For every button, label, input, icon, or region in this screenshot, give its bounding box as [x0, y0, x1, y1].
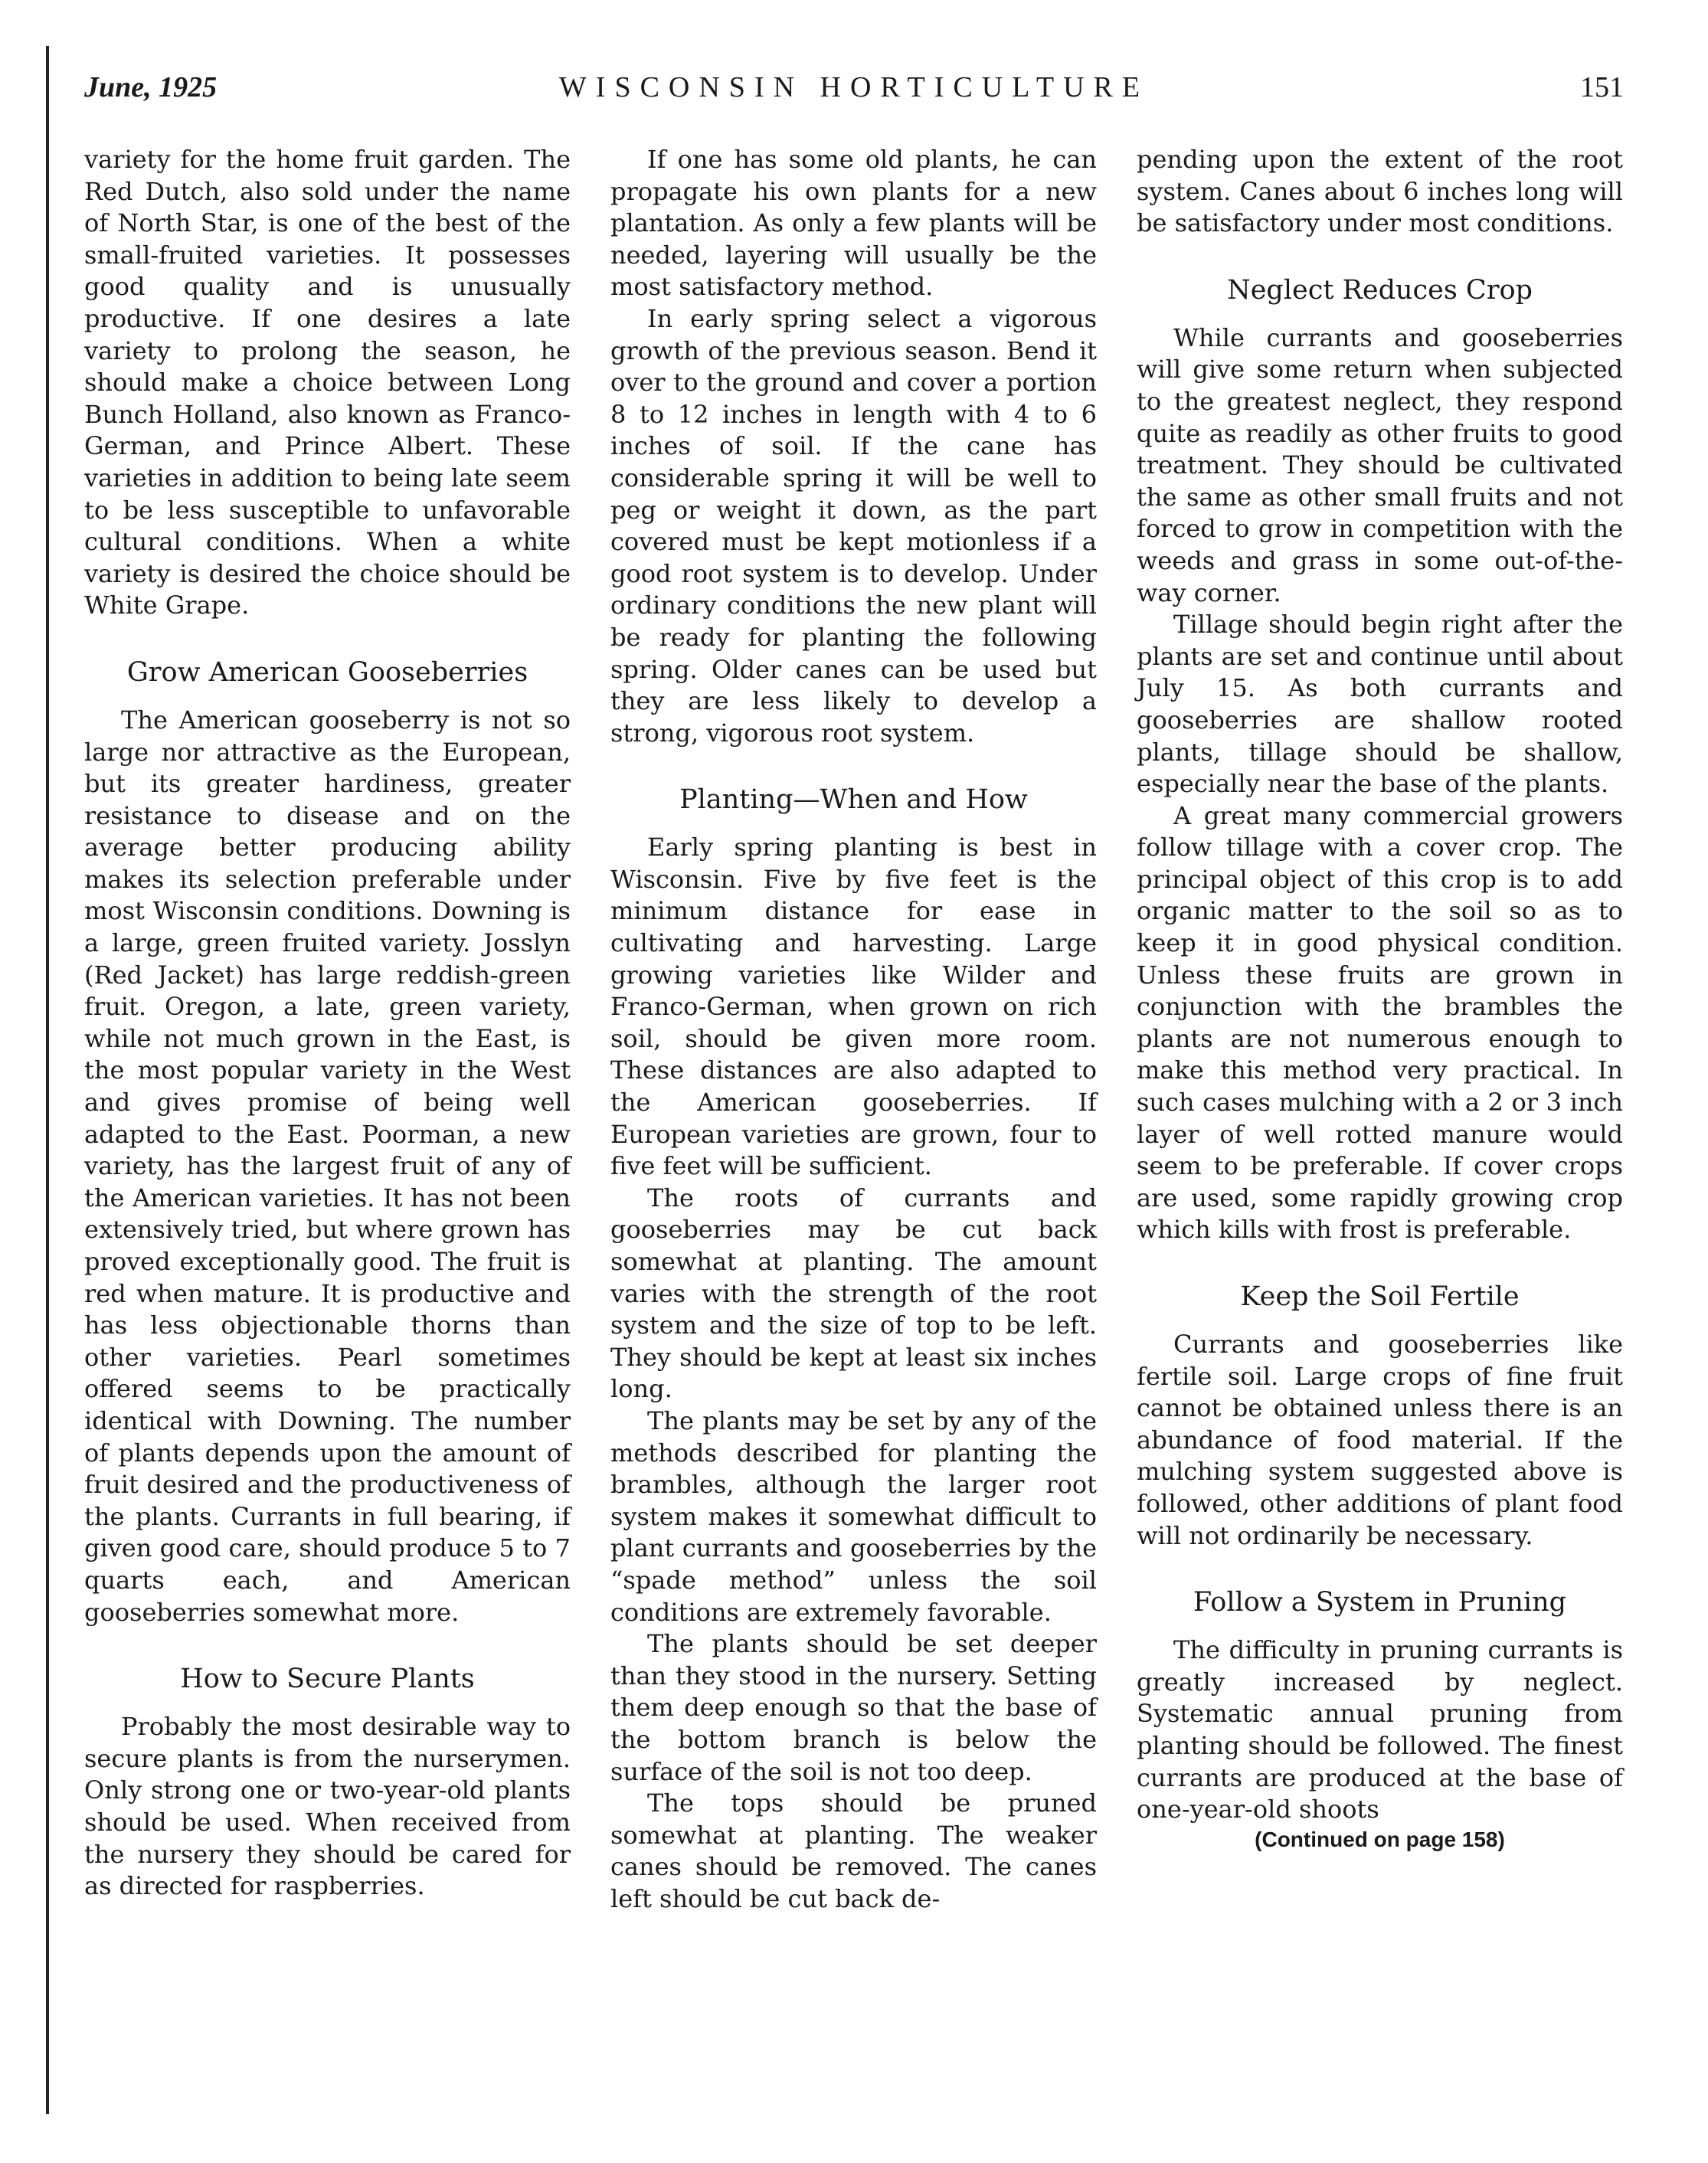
- section-heading: Planting—When and How: [679, 784, 1028, 816]
- margin-rule: [46, 46, 49, 2114]
- paragraph: While currants and gooseberries will give some return when subjected to the greatest neglect, they respond quite as readily as other fruits to good treatment. They should be cultivated the same as other small fruits and not forced to grow in competition with the weeds and grass in some out-of-the-way corner.: [1137, 322, 1623, 607]
- paragraph: If one has some old plants, he can propagate his own plants for a new plantation. As only a few plants will be needed, layering will usually be the most satisfactory method.: [610, 145, 1097, 302]
- paragraph: Currants and gooseberries like fertile soil. Large crops of fine fruit cannot be obtained unless there is an abundance of food material. If the mulching system suggested above is followed, other additions of plant food will not ordinarily be necessary.: [1137, 1330, 1623, 1550]
- running-header: [84, 70, 1624, 116]
- section-heading: Neglect Reduces Crop: [1227, 274, 1533, 306]
- section-heading: Grow American Gooseberries: [126, 656, 528, 688]
- paragraph: The plants may be set by any of the methods described for planting the brambles, although the larger root system makes it somewhat difficult to plant currants and gooseberries by the “spade method” unless the soil conditions are extremely favorable.: [610, 1405, 1097, 1627]
- page-number: 151: [1580, 71, 1624, 103]
- paragraph: The plants should be set deeper than they stood in the nursery. Setting them deep enough so that the base of the bottom branch is below the surface of the soil is not too deep.: [610, 1629, 1097, 1786]
- column-2: [610, 144, 1097, 2105]
- continuation-note: (Continued on page 158): [1255, 1827, 1505, 1851]
- paragraph: In early spring select a vigorous growth of the previous season. Bend it over to the ground and cover a portion 8 to 12 inches in length with 4 to 6 inches of soil. If the cane has considerable spring it will be well to peg or weight it down, as the part covered must be kept motionless if a good root system is to develop. Under ordinary conditions the new plant will be ready for planting the following spring. Older canes can be used but they are less likely to develop a strong, vigorous root system.: [610, 303, 1097, 748]
- paragraph: pending upon the extent of the root system. Canes about 6 inches long will be satisfactory under most conditions.: [1137, 145, 1623, 238]
- section-heading: Follow a System in Pruning: [1193, 1587, 1567, 1618]
- column-3: [1137, 144, 1623, 2105]
- section-heading: How to Secure Plants: [180, 1664, 475, 1695]
- paragraph: Tillage should begin right after the plants are set and continue until about July 15. As both currants and gooseberries are shallow rooted plants, tillage should be shallow, especially near the base of the plants.: [1137, 610, 1623, 799]
- paragraph: variety for the home fruit garden. The Red Dutch, also sold under the name of North Star, is one of the best of the small-fruited varieties. It possesses good quality and is unusually productive. If one desires a late variety to prolong the season, he should make a choice between Long Bunch Holland, also known as Franco-German, and Prince Albert. These varieties in addition to being late seem to be less susceptible to unfavorable cultural conditions. When a white variety is desired the choice should be White Grape.: [84, 145, 571, 620]
- journal-title: WISCONSIN HORTICULTURE: [558, 71, 1150, 103]
- paragraph: The tops should be pruned somewhat at planting. The weaker canes should be removed. The canes left should be cut back de-: [610, 1788, 1097, 1913]
- paragraph: A great many commercial growers follow tillage with a cover crop. The principal object of this crop is to add organic matter to the soil so as to keep it in good physical condition. Unless these fruits are grown in conjunction with the brambles the plants are not numerous enough to make this method very practical. In such cases mulching with a 2 or 3 inch layer of well rotted manure would seem to be preferable. If cover crops are used, some rapidly growing crop which kills with frost is preferable.: [1137, 800, 1623, 1245]
- issue-date: June, 1925: [84, 71, 218, 103]
- column-1: [84, 144, 571, 2105]
- paragraph: The difficulty in pruning currants is greatly increased by neglect. Systematic annual pruning from planting should be followed. The finest currants are produced at the base of one-year-old shoots: [1137, 1635, 1623, 1824]
- paragraph: The American gooseberry is not so large nor attractive as the European, but its greater hardiness, greater resistance to disease and on the average better producing ability makes its selection preferable under most Wisconsin conditions. Downing is a large, green fruited variety. Josslyn (Red Jacket) has large reddish-green fruit. Oregon, a late, green variety, while not much grown in the East, is the most popular variety in the West and gives promise of being well adapted to the East. Poorman, a new variety, has the largest fruit of any of the American varieties. It has not been extensively tried, but where grown has proved exceptionally good. The fruit is red when mature. It is productive and has less objectionable thorns than other varieties. Pearl sometimes offered seems to be practically identical with Downing. The number of plants depends upon the amount of fruit desired and the productiveness of the plants. Currants in full bearing, if given good care, should produce 5 to 7 quarts each, and American gooseberries somewhat more.: [84, 705, 571, 1627]
- section-heading: Keep the Soil Fertile: [1240, 1281, 1520, 1312]
- article-body: [84, 144, 1624, 2105]
- paragraph: Probably the most desirable way to secure plants is from the nurserymen. Only strong one or two-year-old plants should be used. When received from the nursery they should be cared for as directed for raspberries.: [84, 1712, 571, 1901]
- paragraph: The roots of currants and gooseberries may be cut back somewhat at planting. The amount varies with the strength of the root system and the size of top to be left. They should be kept at least six inches long.: [610, 1183, 1097, 1404]
- paragraph: Early spring planting is best in Wisconsin. Five by five feet is the minimum distance for ease in cultivating and harvesting. Large growing varieties like Wilder and Franco-German, when grown on rich soil, should be given more room. These distances are also adapted to the American gooseberries. If European varieties are grown, four to five feet will be sufficient.: [610, 833, 1097, 1181]
